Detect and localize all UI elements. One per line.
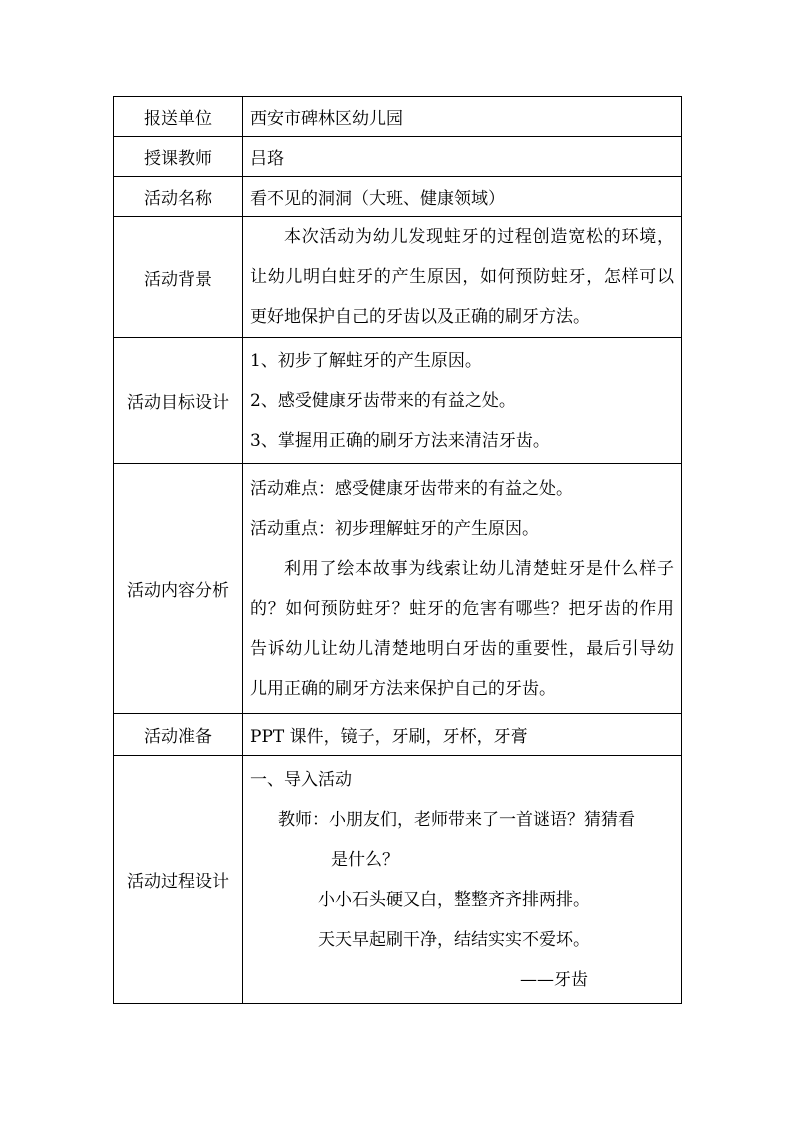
process-teacher-line: 教师：小朋友们，老师带来了一首谜语？猜猜看 (278, 809, 635, 830)
analysis-key-point: 活动重点：初步理解蛀牙的产生原因。 (250, 518, 539, 539)
teacher-value: 吕珞 (243, 137, 682, 177)
unit-value: 西安市碑林区幼儿园 (243, 97, 682, 137)
unit-label: 报送单位 (114, 97, 243, 137)
goal-item: 1、初步了解蛀牙的产生原因。 (250, 350, 482, 371)
row-activity-name (114, 177, 682, 217)
activity-name-label: 活动名称 (114, 177, 243, 217)
row-preparation (114, 714, 682, 756)
background-label: 活动背景 (114, 217, 243, 338)
goal-item: 2、感受健康牙齿带来的有益之处。 (250, 390, 516, 411)
process-label: 活动过程设计 (114, 756, 243, 1004)
background-text: 本次活动为幼儿发现蛀牙的过程创造宽松的环境，让幼儿明白蛀牙的产生原因，如何预防蛀牙，怎样可以更好地保护自己的牙齿以及正确的刷牙方法。 (250, 227, 674, 327)
teacher-label: 授课教师 (114, 137, 243, 177)
row-analysis (114, 464, 682, 714)
process-teacher-line-cont: 是什么？ (331, 849, 399, 870)
riddle-line-2: 天天早起刷干净，结结实实不爱坏。 (318, 929, 590, 950)
preparation-value: PPT 课件，镜子，牙刷，牙杯，牙膏 (243, 714, 682, 756)
row-process (114, 756, 682, 1004)
analysis-difficulty: 活动难点：感受健康牙齿带来的有益之处。 (250, 478, 573, 499)
goals-label: 活动目标设计 (114, 338, 243, 464)
row-goals (114, 338, 682, 464)
riddle-line-1: 小小石头硬又白，整整齐齐排两排。 (318, 889, 590, 910)
row-unit (114, 97, 682, 137)
riddle-answer: ——牙齿 (520, 969, 588, 990)
lesson-plan-table (113, 96, 682, 1004)
preparation-label: 活动准备 (114, 714, 243, 756)
activity-name-value: 看不见的洞洞（大班、健康领域） (243, 177, 682, 217)
process-heading: 一、导入活动 (250, 769, 352, 790)
goal-item: 3、掌握用正确的刷牙方法来清洁牙齿。 (250, 430, 550, 451)
analysis-text: 利用了绘本故事为线索让幼儿清楚蛀牙是什么样子的？如何预防蛀牙？蛀牙的危害有哪些？把牙齿的作用告诉幼儿让幼儿清楚地明白牙齿的重要性，最后引导幼儿用正确的刷牙方法来保护自己的牙齿。 (250, 558, 674, 699)
analysis-label: 活动内容分析 (114, 464, 243, 714)
row-background (114, 217, 682, 338)
row-teacher (114, 137, 682, 177)
